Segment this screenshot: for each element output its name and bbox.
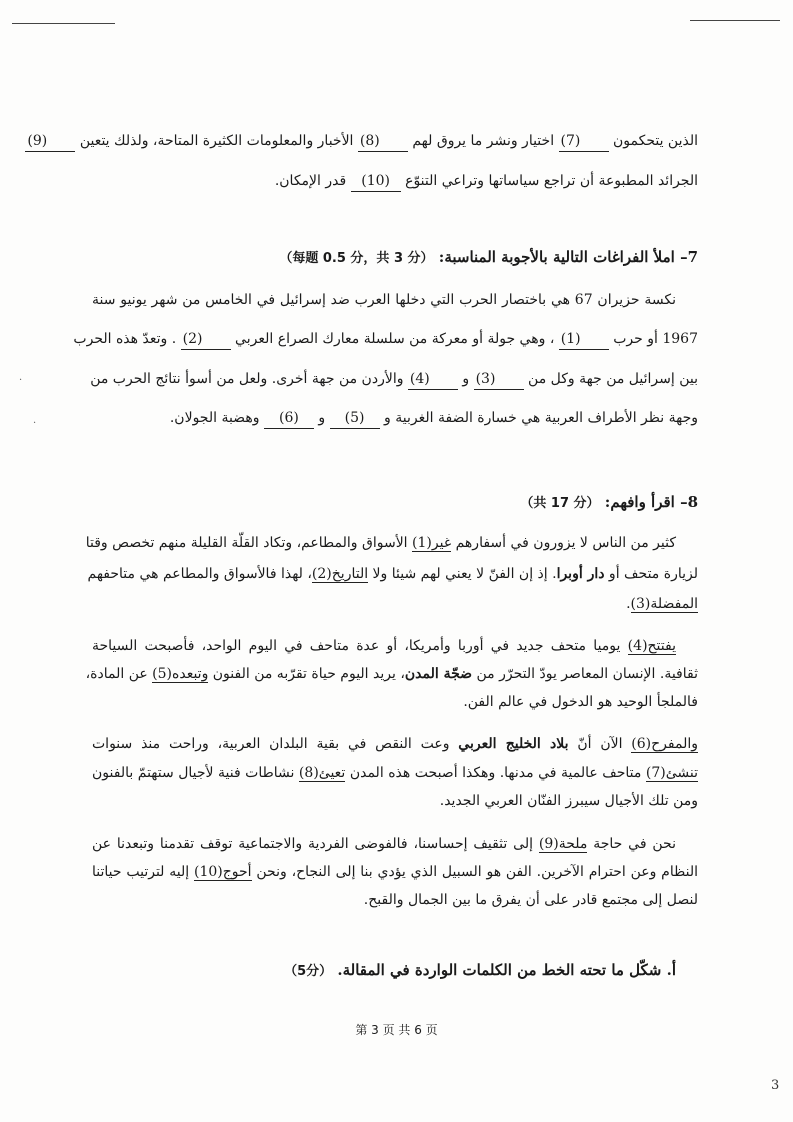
blank-10[interactable]: (10): [351, 171, 401, 192]
q8-p3-line-1: والمفرح(6) الآن أنّ بلاد الخليج العربي وعت النقص في بقية البلدان العربية، وراحت منذ سنوات: [92, 736, 698, 752]
q7-line-1: نكسة حزيران 67 هي باختصار الحرب التي دخلها العرب ضد إسرائيل في الخامس من شهر يونيو سنة: [92, 292, 676, 308]
q7-heading: [92, 247, 698, 269]
sub-a-number: أ.: [666, 961, 676, 979]
q7-points: （每题 0.5 分，共 3 分）: [279, 251, 434, 266]
blank-9[interactable]: (9): [25, 131, 75, 152]
page-footer: 第 3 页 共 6 页: [355, 1023, 438, 1037]
page-number: 3: [771, 1078, 780, 1093]
top-rule-right: [690, 20, 780, 21]
continuation-line-2: الجرائد المطبوعة أن تراجع سياساتها وتراعي التنوّع (10) قدر الإمكان.: [92, 171, 698, 192]
q8-p4-line-3: لنصل إلى مجتمع قادر على أن يفرق ما بين الجمال والقبح.: [363, 892, 698, 908]
continuation-line-1: الذين يتحكمون (7) اختيار ونشر ما يروق لهم (8) الأخبار والمعلومات الكثيرة المتاحة، ولذلك يتعين (9): [92, 131, 698, 152]
top-rule-left: [12, 23, 115, 24]
q8-p2-line-2: ثقافية. الإنسان المعاصر يودّ التحرّر من ضجّة المدن، يريد اليوم حياة تقرّبه من الفنون وتبعده(5) عن المادة،: [85, 666, 698, 682]
q8-p3-line-2: تنشئ(7) متاحف عالمية في مدنها. وهكذا أصبحت هذه المدن تعيئ(8) نشاطات فنية لأجيال ستهتمّ بالفنون: [92, 765, 698, 781]
sub-question-a: [92, 960, 698, 982]
q7-line-4: وجهة نظر الأطراف العربية هي خسارة الضفة الغربية و (5) و (6) وهضبة الجولان.: [92, 408, 698, 429]
q7-blank-5[interactable]: (5): [330, 408, 380, 429]
q8-p2-line-1: يفتتح(4) يوميا متحف جديد في أوربا وأمريكا، أو عدة متاحف في اليوم الواحد، فأصبحت السياحة: [92, 638, 676, 654]
blank-8[interactable]: (8): [358, 131, 408, 152]
margin-mark: ·: [33, 418, 37, 429]
q8-p1-line-3: المفضلة(3).: [626, 596, 698, 612]
q8-p1-line-2: لزيارة متحف أو دار أوبرا. إذ إن الفنّ لا يعني لهم شيئا ولا التاريخ(2)، لهذا فالأسواق والمطاعم هي متاحفهم: [87, 566, 698, 582]
q7-blank-6[interactable]: (6): [264, 408, 314, 429]
q7-line-2: 1967 أو حرب (1) ، وهي جولة أو معركة من سلسلة معارك الصراع العربي (2) . وتعدّ هذه الحرب: [92, 329, 698, 350]
q8-heading: [92, 492, 698, 514]
q7-blank-1[interactable]: (1): [559, 329, 609, 350]
q8-number: 8–: [680, 493, 698, 511]
margin-mark: ·: [19, 375, 23, 386]
q8-p4-line-1: نحن في حاجة ملحة(9) إلى تثقيف إحساسنا، فالفوضى الفردية والاجتماعية توقف تقدمنا وتبعدنا عن: [92, 836, 676, 852]
q8-p3-line-3: ومن تلك الأجيال سيبرز الفنّان العربي الجديد.: [439, 793, 698, 809]
q7-blank-4[interactable]: (4): [408, 369, 458, 390]
q7-number: 7–: [680, 248, 698, 266]
q8-p2-line-3: فالملجأ الوحيد هو الدخول في عالم الفن.: [463, 694, 698, 710]
q8-points: （共 17 分）: [520, 496, 600, 511]
q8-title: اقرأ وافهم:: [604, 493, 675, 511]
q8-p4-line-2: النظام وعن احترام الآخرين. الفن هو السبيل الذي يؤدي بنا إلى النجاح، ونحن أحوج(10) إليه لترتيب حياتنا: [92, 864, 698, 880]
q7-line-3: بين إسرائيل من جهة وكل من (3) و (4) والأردن من جهة أخرى. ولعل من أسوأ نتائج الحرب من: [92, 369, 698, 390]
q7-blank-3[interactable]: (3): [474, 369, 524, 390]
q7-title: املأ الفراغات التالية بالأجوبة المناسبة:: [438, 248, 675, 266]
blank-7[interactable]: (7): [559, 131, 609, 152]
sub-a-points: （5分）: [284, 964, 333, 979]
sub-a-title: شكّل ما تحته الخط من الكلمات الواردة في المقالة.: [337, 961, 662, 979]
q7-blank-2[interactable]: (2): [181, 329, 231, 350]
q8-p1-line-1: كثير من الناس لا يزورون في أسفارهم غير(1) الأسواق والمطاعم، وتكاد القلّة القليلة منهم تخصص وقتا: [85, 535, 676, 551]
